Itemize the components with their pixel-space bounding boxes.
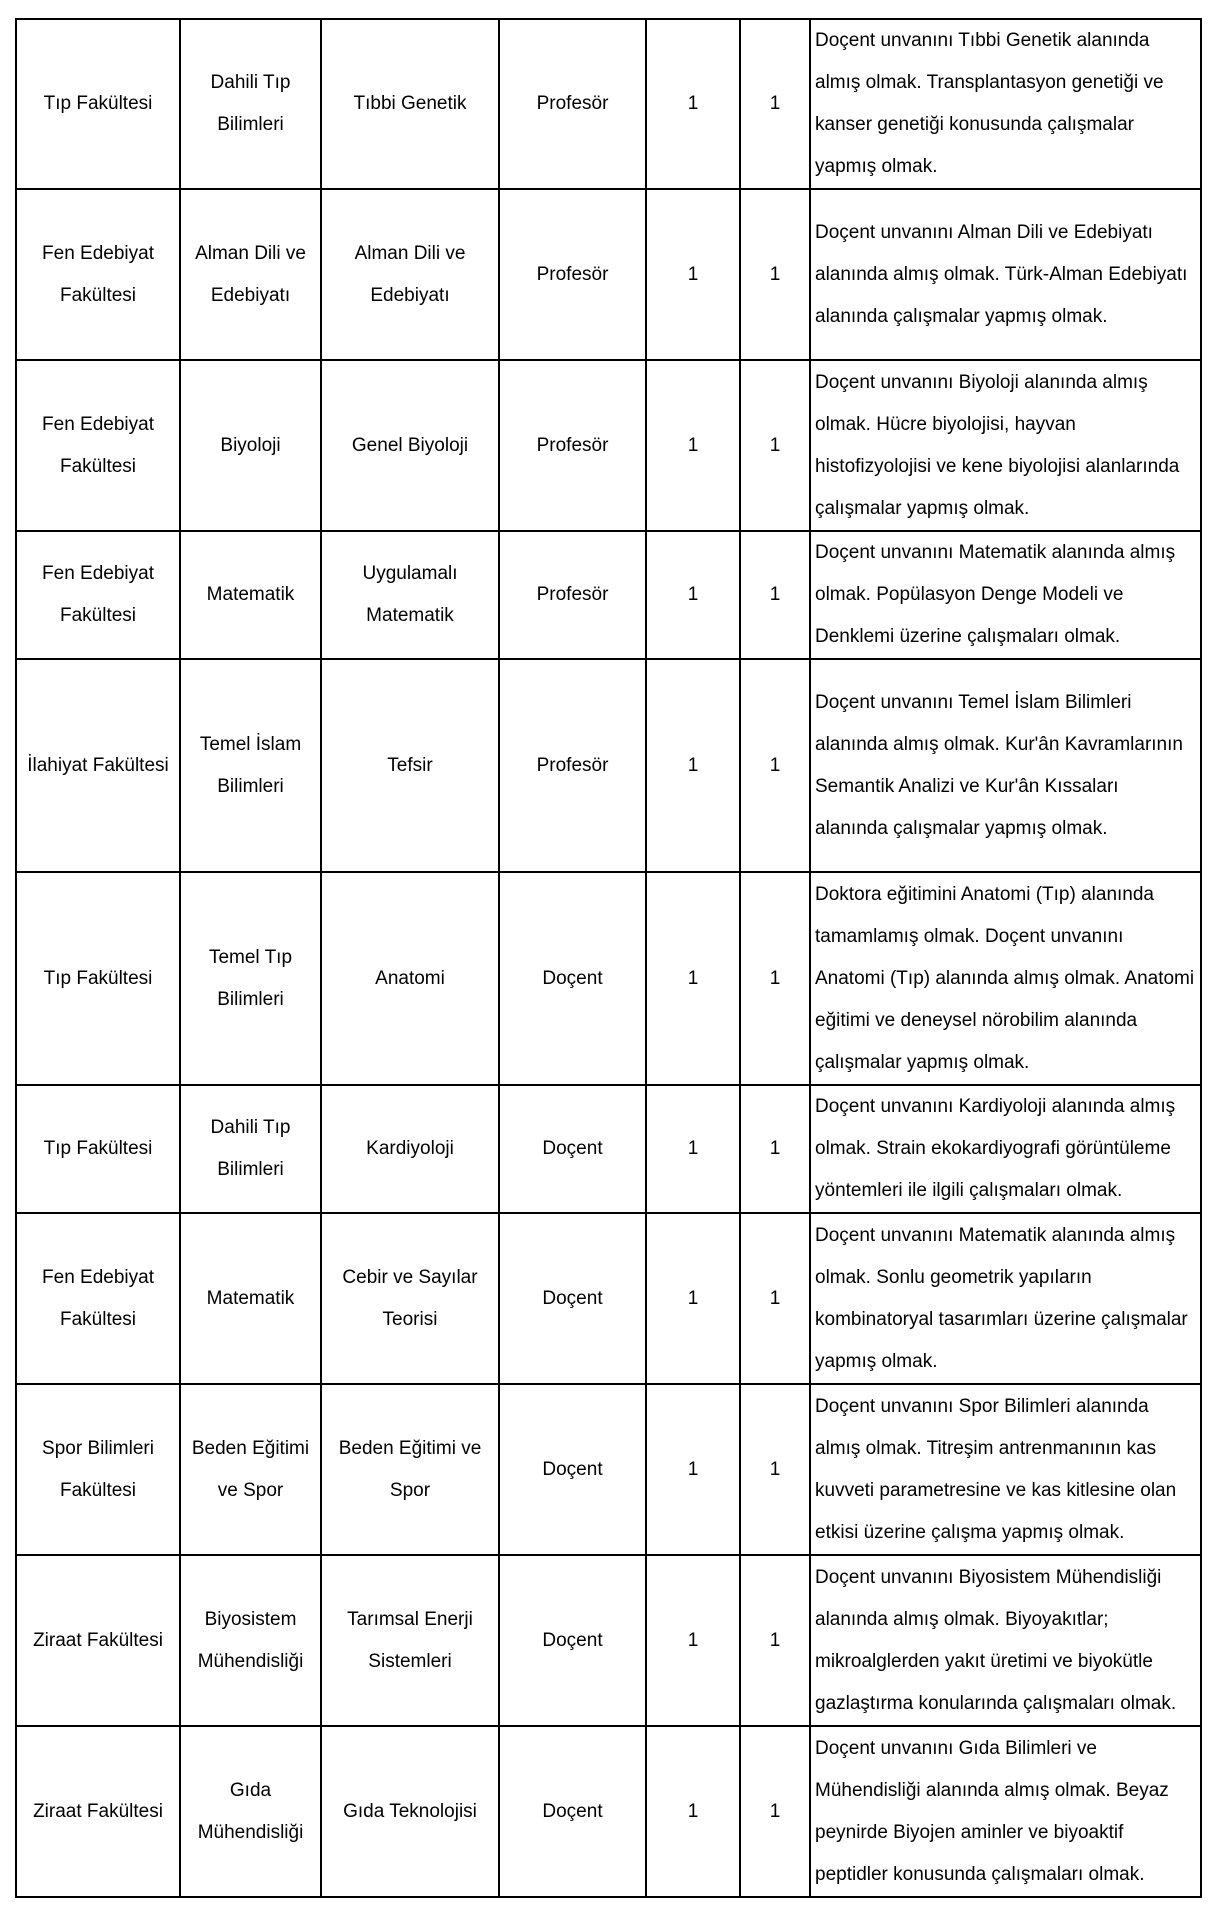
count-b-cell: 1 bbox=[740, 1384, 810, 1555]
count-a-cell: 1 bbox=[646, 1085, 740, 1213]
table-row bbox=[16, 1726, 1201, 1897]
count-b-cell: 1 bbox=[740, 1085, 810, 1213]
requirement-cell: Doçent unvanını Matematik alanında almış olmak. Sonlu geometrik yapıların kombinatoryal tasarımları üzerine çalışmalar yapmış olmak. bbox=[810, 1213, 1201, 1384]
area-cell: Gıda Teknolojisi bbox=[321, 1726, 499, 1897]
area-cell: Anatomi bbox=[321, 872, 499, 1085]
faculty-cell: Spor Bilimleri Fakültesi bbox=[16, 1384, 180, 1555]
department-cell: Temel Tıp Bilimleri bbox=[180, 872, 321, 1085]
count-b-cell: 1 bbox=[740, 1726, 810, 1897]
count-b-cell: 1 bbox=[740, 19, 810, 189]
title-cell: Doçent bbox=[499, 872, 646, 1085]
count-a-cell: 1 bbox=[646, 872, 740, 1085]
requirement-cell: Doçent unvanını Spor Bilimleri alanında almış olmak. Titreşim antrenmanının kas kuvveti parametresine ve kas kitlesine olan etkisi üzerine çalışma yapmış olmak. bbox=[810, 1384, 1201, 1555]
table-row bbox=[16, 872, 1201, 1085]
title-cell: Profesör bbox=[499, 659, 646, 872]
department-cell: Matematik bbox=[180, 531, 321, 659]
count-b-cell: 1 bbox=[740, 360, 810, 531]
count-a-cell: 1 bbox=[646, 531, 740, 659]
faculty-cell: Ziraat Fakültesi bbox=[16, 1726, 180, 1897]
area-cell: Tefsir bbox=[321, 659, 499, 872]
title-cell: Doçent bbox=[499, 1085, 646, 1213]
title-cell: Doçent bbox=[499, 1555, 646, 1726]
count-a-cell: 1 bbox=[646, 360, 740, 531]
title-cell: Profesör bbox=[499, 19, 646, 189]
table-row bbox=[16, 659, 1201, 872]
department-cell: Beden Eğitimi ve Spor bbox=[180, 1384, 321, 1555]
department-cell: Biyoloji bbox=[180, 360, 321, 531]
table-row bbox=[16, 1213, 1201, 1384]
area-cell: Tıbbi Genetik bbox=[321, 19, 499, 189]
count-a-cell: 1 bbox=[646, 1726, 740, 1897]
count-b-cell: 1 bbox=[740, 872, 810, 1085]
requirement-cell: Doçent unvanını Kardiyoloji alanında almış olmak. Strain ekokardiyografi görüntüleme yöntemleri ile ilgili çalışmaları olmak. bbox=[810, 1085, 1201, 1213]
faculty-cell: Fen Edebiyat Fakültesi bbox=[16, 360, 180, 531]
area-cell: Uygulamalı Matematik bbox=[321, 531, 499, 659]
count-a-cell: 1 bbox=[646, 19, 740, 189]
table-row bbox=[16, 189, 1201, 360]
department-cell: Biyosistem Mühendisliği bbox=[180, 1555, 321, 1726]
department-cell: Matematik bbox=[180, 1213, 321, 1384]
count-b-cell: 1 bbox=[740, 659, 810, 872]
count-a-cell: 1 bbox=[646, 1555, 740, 1726]
count-b-cell: 1 bbox=[740, 1213, 810, 1384]
count-b-cell: 1 bbox=[740, 531, 810, 659]
faculty-cell: Ziraat Fakültesi bbox=[16, 1555, 180, 1726]
table-row bbox=[16, 19, 1201, 189]
department-cell: Temel İslam Bilimleri bbox=[180, 659, 321, 872]
department-cell: Alman Dili ve Edebiyatı bbox=[180, 189, 321, 360]
faculty-cell: Tıp Fakültesi bbox=[16, 1085, 180, 1213]
requirement-cell: Doçent unvanını Temel İslam Bilimleri alanında almış olmak. Kur'ân Kavramlarının Semantik Analizi ve Kur'ân Kıssaları alanında çalışmalar yapmış olmak. bbox=[810, 659, 1201, 872]
count-b-cell: 1 bbox=[740, 189, 810, 360]
faculty-cell: Tıp Fakültesi bbox=[16, 19, 180, 189]
requirement-cell: Doçent unvanını Biyosistem Mühendisliği alanında almış olmak. Biyoyakıtlar; mikroalglerden yakıt üretimi ve biyokütle gazlaştırma konularında çalışmaları olmak. bbox=[810, 1555, 1201, 1726]
area-cell: Tarımsal Enerji Sistemleri bbox=[321, 1555, 499, 1726]
department-cell: Dahili Tıp Bilimleri bbox=[180, 1085, 321, 1213]
table-row bbox=[16, 531, 1201, 659]
title-cell: Doçent bbox=[499, 1726, 646, 1897]
faculty-cell: Fen Edebiyat Fakültesi bbox=[16, 1213, 180, 1384]
faculty-cell: İlahiyat Fakültesi bbox=[16, 659, 180, 872]
department-cell: Gıda Mühendisliği bbox=[180, 1726, 321, 1897]
department-cell: Dahili Tıp Bilimleri bbox=[180, 19, 321, 189]
requirement-cell: Doçent unvanını Biyoloji alanında almış olmak. Hücre biyolojisi, hayvan histofizyolojisi ve kene biyolojisi alanlarında çalışmalar yapmış olmak. bbox=[810, 360, 1201, 531]
title-cell: Doçent bbox=[499, 1384, 646, 1555]
academic-staff-table bbox=[15, 18, 1202, 1898]
area-cell: Genel Biyoloji bbox=[321, 360, 499, 531]
title-cell: Profesör bbox=[499, 189, 646, 360]
area-cell: Beden Eğitimi ve Spor bbox=[321, 1384, 499, 1555]
area-cell: Kardiyoloji bbox=[321, 1085, 499, 1213]
requirement-cell: Doçent unvanını Gıda Bilimleri ve Mühendisliği alanında almış olmak. Beyaz peynirde Biyojen aminler ve biyoaktif peptidler konusunda çalışmaları olmak. bbox=[810, 1726, 1201, 1897]
title-cell: Profesör bbox=[499, 531, 646, 659]
count-b-cell: 1 bbox=[740, 1555, 810, 1726]
table-row bbox=[16, 1555, 1201, 1726]
requirement-cell: Doktora eğitimini Anatomi (Tıp) alanında tamamlamış olmak. Doçent unvanını Anatomi (Tıp) alanında almış olmak. Anatomi eğitimi ve deneysel nörobilim alanında çalışmalar yapmış olmak. bbox=[810, 872, 1201, 1085]
requirement-cell: Doçent unvanını Matematik alanında almış olmak. Popülasyon Denge Modeli ve Denklemi üzerine çalışmaları olmak. bbox=[810, 531, 1201, 659]
title-cell: Doçent bbox=[499, 1213, 646, 1384]
count-a-cell: 1 bbox=[646, 1213, 740, 1384]
count-a-cell: 1 bbox=[646, 1384, 740, 1555]
faculty-cell: Tıp Fakültesi bbox=[16, 872, 180, 1085]
area-cell: Cebir ve Sayılar Teorisi bbox=[321, 1213, 499, 1384]
count-a-cell: 1 bbox=[646, 189, 740, 360]
faculty-cell: Fen Edebiyat Fakültesi bbox=[16, 189, 180, 360]
requirement-cell: Doçent unvanını Tıbbi Genetik alanında almış olmak. Transplantasyon genetiği ve kanser genetiği konusunda çalışmalar yapmış olmak. bbox=[810, 19, 1201, 189]
requirement-cell: Doçent unvanını Alman Dili ve Edebiyatı alanında almış olmak. Türk-Alman Edebiyatı alanında çalışmalar yapmış olmak. bbox=[810, 189, 1201, 360]
table-row bbox=[16, 360, 1201, 531]
area-cell: Alman Dili ve Edebiyatı bbox=[321, 189, 499, 360]
count-a-cell: 1 bbox=[646, 659, 740, 872]
table-row bbox=[16, 1384, 1201, 1555]
table-row bbox=[16, 1085, 1201, 1213]
title-cell: Profesör bbox=[499, 360, 646, 531]
faculty-cell: Fen Edebiyat Fakültesi bbox=[16, 531, 180, 659]
